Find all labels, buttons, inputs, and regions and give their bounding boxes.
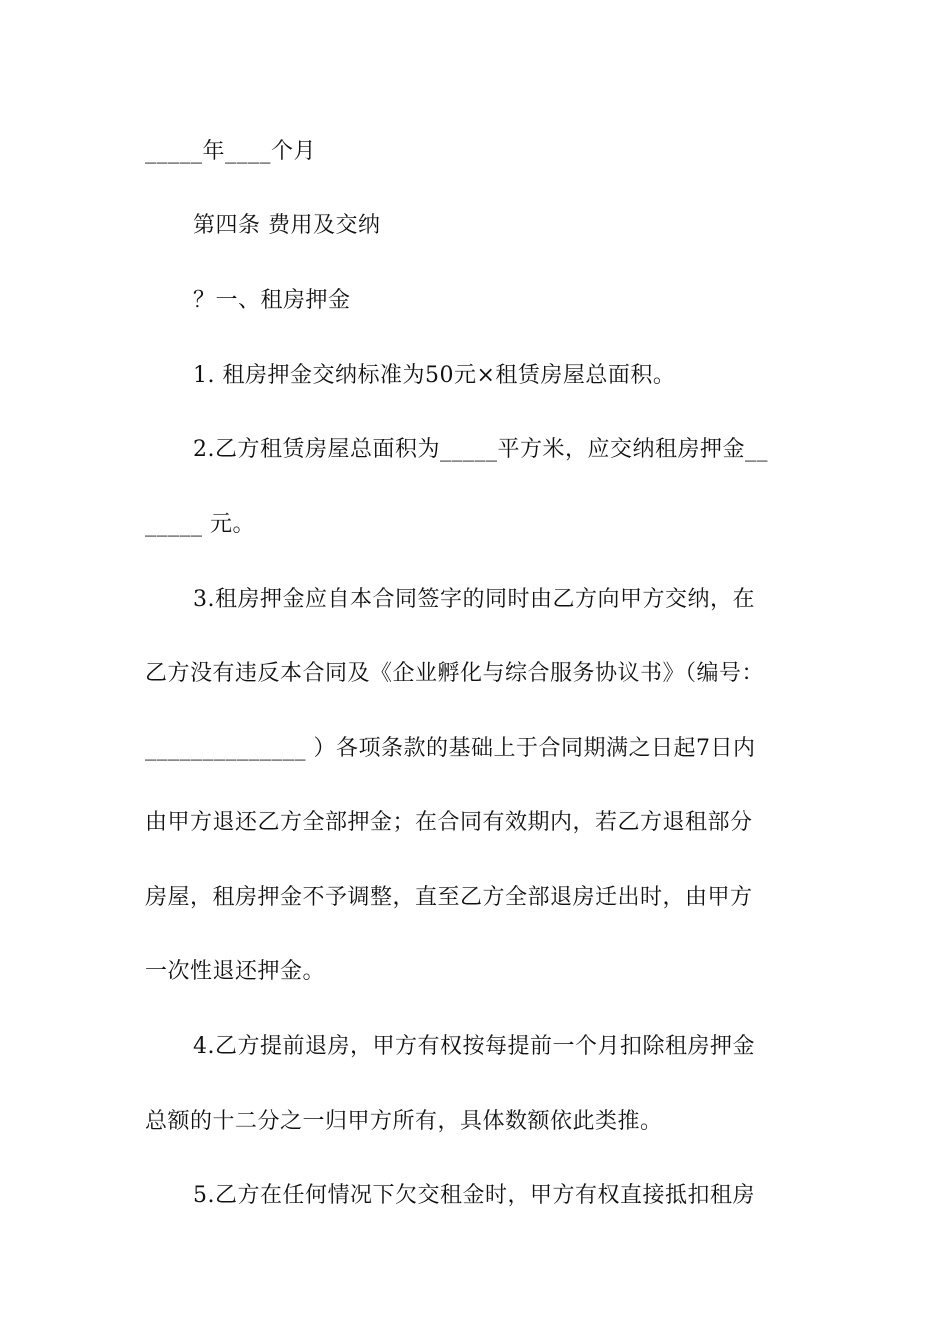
clause-5-line-1: 5.乙方在任何情况下欠交租金时，甲方有权直接抵扣租房 (193, 1183, 755, 1208)
clause-3-line-3: ______________ ）各项条款的基础上于合同期满之日起7日内 (145, 736, 756, 761)
clause-2-line-2: _____ 元。 (145, 512, 255, 537)
clause-3-line-6: 一次性退还押金。 (145, 959, 326, 984)
clause-4-line-2: 总额的十二分之一归甲方所有，具体数额依此类推。 (145, 1109, 663, 1134)
clause-4-line-1: 4.乙方提前退房，甲方有权按每提前一个月扣除租房押金 (193, 1034, 755, 1059)
clause-2-line-1: 2.乙方租赁房屋总面积为_____平方米，应交纳租房押金__ (193, 437, 768, 462)
article-four-heading: 第四条 费用及交纳 (193, 213, 381, 238)
term-duration-line: _____年____个月 (145, 139, 317, 164)
clause-1-line: 1. 租房押金交纳标准为50元×租赁房屋总面积。 (193, 363, 676, 388)
clause-3-line-1: 3.租房押金应自本合同签字的同时由乙方向甲方交纳，在 (193, 587, 755, 612)
clause-3-line-2: 乙方没有违反本合同及《企业孵化与综合服务协议书》（编号： (145, 661, 765, 686)
clause-3-line-4: 由甲方退还乙方全部押金；在合同有效期内，若乙方退租部分 (145, 810, 753, 835)
clause-3-line-5: 房屋，租房押金不予调整，直至乙方全部退房迁出时，由甲方 (145, 885, 753, 910)
section-deposit-heading: ？一、租房押金 (193, 288, 351, 313)
